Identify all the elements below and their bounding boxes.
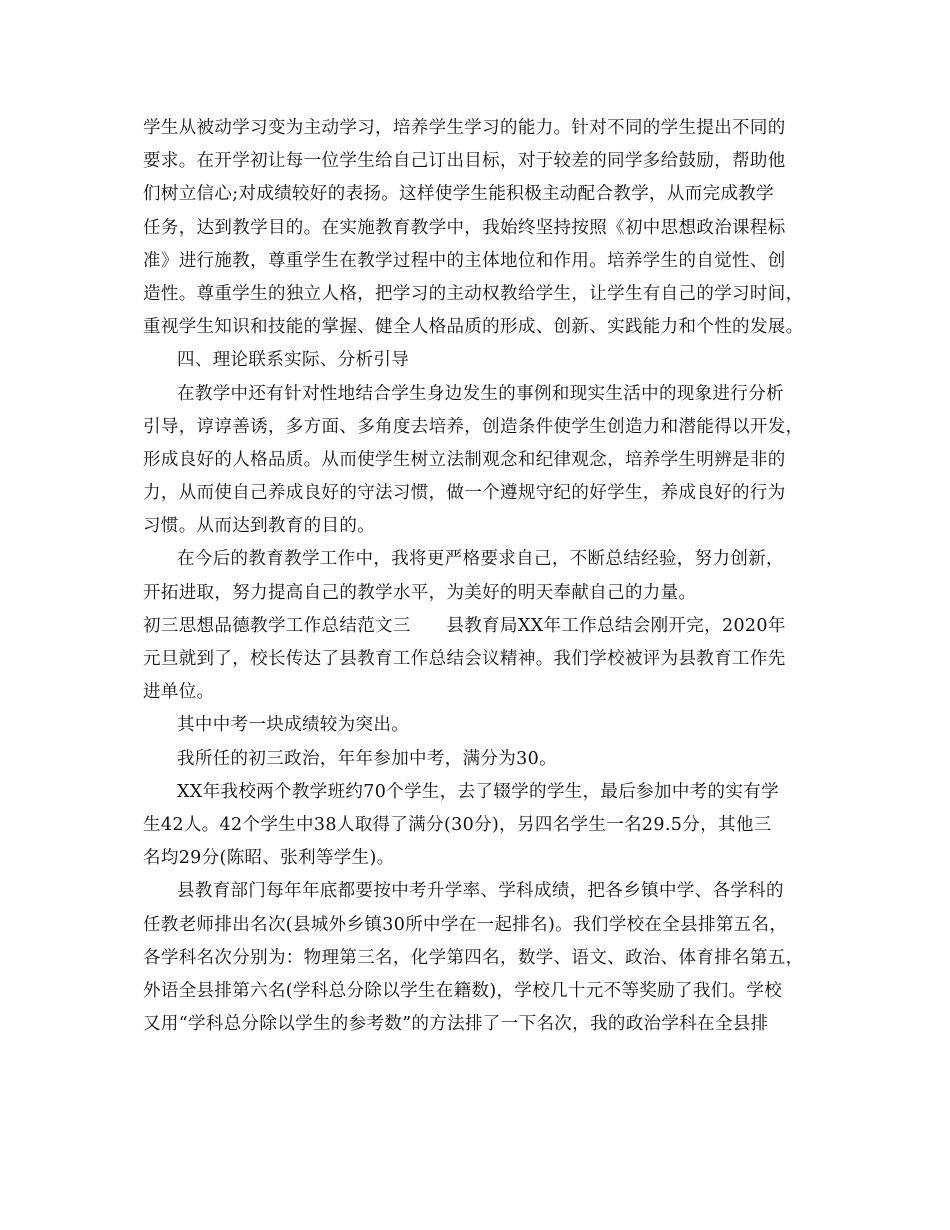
- text-line: 名均29分(陈昭、张利等学生)。: [143, 848, 395, 869]
- article-title-line: 初三思想品德教学工作总结范文三 县教育局XX年工作总结会刚开完，2020年: [143, 615, 786, 636]
- text-line: 任教老师排出名次(县城外乡镇30所中学在一起排名)。我们学校在全县排第五名，: [143, 914, 788, 935]
- text-line: 在教学中还有针对性地结合学生身边发生的事例和现实生活中的现象进行分析: [177, 383, 784, 404]
- text-line: 我所任的初三政治，年年参加中考，满分为30。: [177, 748, 557, 769]
- text-line: 其中中考一块成绩较为突出。: [177, 715, 410, 736]
- text-line: 形成良好的人格品质。从而使学生树立法制观念和纪律观念，培养学生明辨是非的: [143, 449, 786, 470]
- text-line: 准》进行施教，尊重学生在教学过程中的主体地位和作用。培养学生的自觉性、创: [143, 250, 786, 271]
- text-line: XX年我校两个教学班约70个学生，去了辍学的学生，最后参加中考的实有学: [177, 781, 779, 802]
- text-line: 又用“学科总分除以学生的参考数”的方法排了一下名次，我的政治学科在全县排: [143, 1014, 769, 1035]
- text-line: 各学科名次分别为：物理第三名，化学第四名，数学、语文、政治、体育排名第五，: [143, 947, 804, 968]
- text-line: 力，从而使自己养成良好的守法习惯，做一个遵规守纪的好学生，养成良好的行为: [143, 483, 786, 504]
- text-line: 重视学生知识和技能的掌握、健全人格品质的形成、创新、实践能力和个性的发展。: [143, 317, 804, 338]
- text-line: 引导，谆谆善诱，多方面、多角度去培养，创造条件使学生创造力和潜能得以开发，: [143, 416, 804, 437]
- text-line: 习惯。从而达到教育的目的。: [143, 516, 376, 537]
- text-line: 们树立信心;对成绩较好的表扬。这样使学生能积极主动配合教学，从而完成教学: [143, 184, 774, 205]
- text-line: 县教育部门每年年底都要按中考升学率、学科成绩，把各乡镇中学、各学科的: [177, 881, 784, 902]
- text-line: 在今后的教育教学工作中，我将更严格要求自己，不断总结经验，努力创新，: [177, 549, 784, 570]
- text-line: 任务，达到教学目的。在实施教育教学中，我始终坚持按照《初中思想政治课程标: [143, 217, 786, 238]
- text-line: 生42人。42个学生中38人取得了满分(30分)，另四名学生一名29.5分，其他三: [143, 814, 772, 835]
- text-line: 开拓进取，努力提高自己的教学水平，为美好的明天奉献自己的力量。: [143, 582, 697, 603]
- text-line: 要求。在开学初让每一位学生给自己订出目标，对于较差的同学多给鼓励，帮助他: [143, 151, 786, 172]
- document-body: [143, 112, 823, 1041]
- text-line: 元旦就到了，校长传达了县教育工作总结会议精神。我们学校被评为县教育工作先: [143, 649, 786, 669]
- section-heading: 四、理论联系实际、分析引导: [177, 350, 410, 371]
- text-line: 造性。尊重学生的独立人格，把学习的主动权教给学生，让学生有自己的学习时间，: [143, 283, 804, 304]
- text-line: 外语全县排第六名(学科总分除以学生在籍数)，学校几十元不等奖励了我们。学校: [143, 980, 783, 1001]
- text-line: 学生从被动学习变为主动学习，培养学生学习的能力。针对不同的学生提出不同的: [143, 118, 786, 138]
- text-line: 进单位。: [143, 682, 215, 703]
